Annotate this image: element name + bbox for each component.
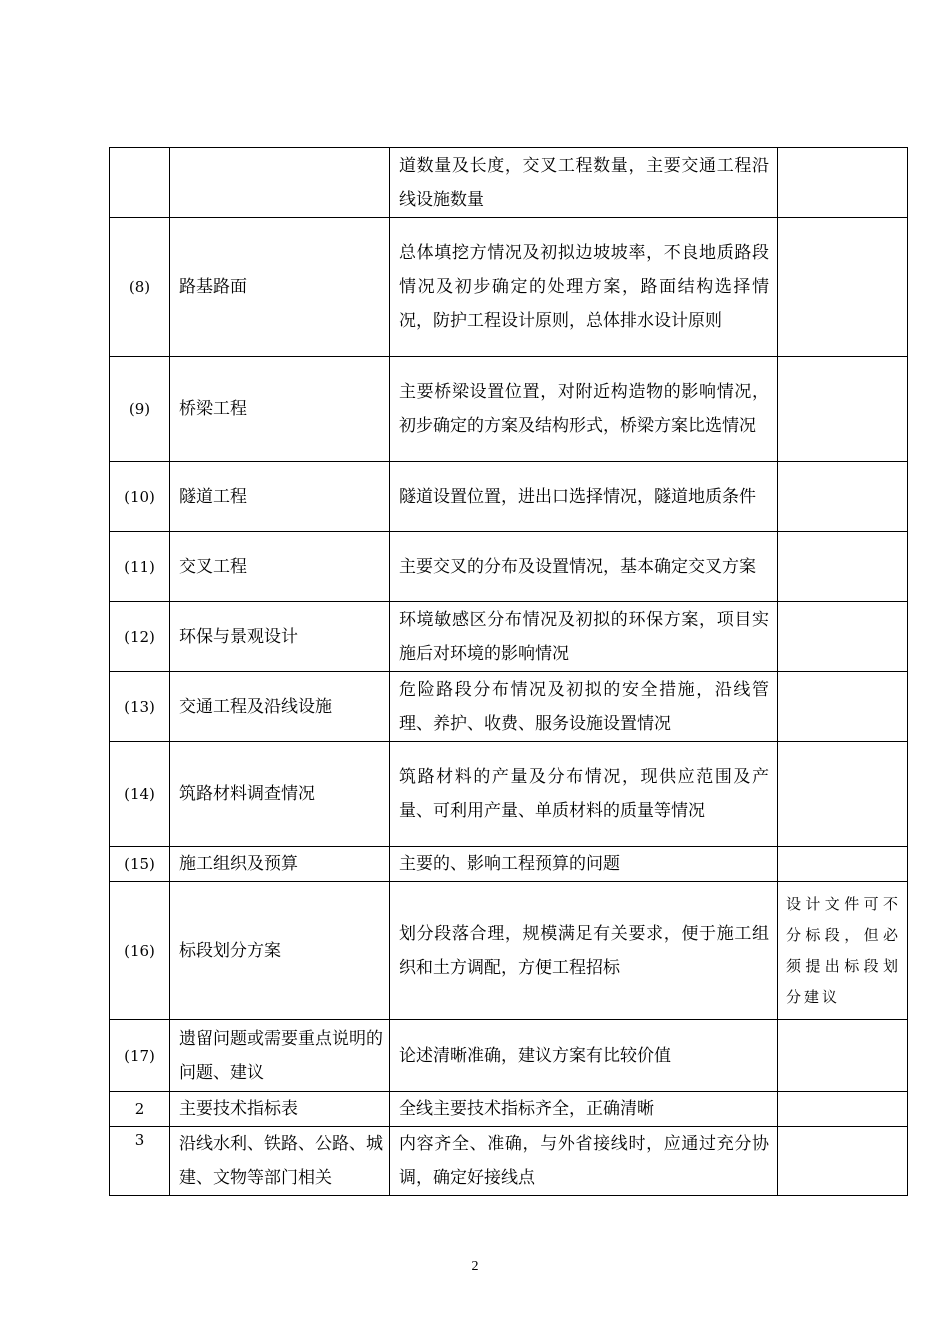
row-number: (9)	[128, 400, 151, 418]
note-cell	[778, 1127, 908, 1196]
review-table	[109, 147, 908, 1196]
row-number: 2	[134, 1100, 145, 1118]
row-number: (15)	[124, 855, 155, 873]
item-cell	[170, 1092, 390, 1127]
row-number: (8)	[128, 278, 151, 296]
item-name: 遗留问题或需要重点说明的问题、建议	[179, 1028, 383, 1083]
row-number-cell	[110, 1020, 170, 1092]
row-number: (16)	[124, 941, 155, 960]
page-number: 2	[471, 1259, 479, 1274]
row-number-cell	[110, 218, 170, 357]
requirement-text: 主要交叉的分布及设置情况，基本确定交叉方案	[399, 556, 756, 577]
row-number: (13)	[124, 697, 155, 716]
requirement-text: 主要的、影响工程预算的问题	[399, 854, 620, 874]
requirement-text: 划分段落合理，规模满足有关要求，便于施工组织和土方调配，方便工程招标	[399, 923, 769, 978]
item-cell	[170, 148, 390, 218]
item-name: 路基路面	[179, 277, 247, 297]
requirement-text: 总体填挖方情况及初拟边坡坡率，不良地质路段情况及初步确定的处理方案，路面结构选择情况，防护工程设计原则，总体排水设计原则	[399, 243, 769, 331]
requirement-cell	[390, 1092, 778, 1127]
note-text: 设计文件可不分标段，但必须提出标段划分建议	[786, 894, 901, 1006]
requirement-cell	[390, 882, 778, 1020]
row-number-cell	[110, 148, 170, 218]
requirement-text: 内容齐全、准确，与外省接线时，应通过充分协调，确定好接线点	[399, 1134, 769, 1188]
table-row	[110, 847, 908, 882]
row-number-cell	[110, 672, 170, 742]
item-cell	[170, 218, 390, 357]
table-row	[110, 532, 908, 602]
item-name: 筑路材料调查情况	[179, 784, 315, 804]
item-cell	[170, 672, 390, 742]
row-number-cell	[110, 532, 170, 602]
table-row	[110, 602, 908, 672]
requirement-cell	[390, 602, 778, 672]
row-number-cell	[110, 847, 170, 882]
table-row	[110, 148, 908, 218]
requirement-text: 论述清晰准确，建议方案有比较价值	[399, 1045, 671, 1066]
note-cell	[778, 847, 908, 882]
requirement-cell	[390, 672, 778, 742]
table-row	[110, 1020, 908, 1092]
requirement-cell	[390, 532, 778, 602]
requirement-cell	[390, 357, 778, 462]
item-name: 施工组织及预算	[179, 854, 298, 874]
requirement-text: 主要桥梁设置位置，对附近构造物的影响情况，初步确定的方案及结构形式，桥梁方案比选情况	[399, 382, 769, 436]
note-cell	[778, 672, 908, 742]
requirement-cell	[390, 462, 778, 532]
row-number-cell	[110, 357, 170, 462]
item-cell	[170, 847, 390, 882]
item-cell	[170, 462, 390, 532]
table-row	[110, 462, 908, 532]
note-cell	[778, 602, 908, 672]
item-cell	[170, 532, 390, 602]
note-cell	[778, 148, 908, 218]
requirement-text: 危险路段分布情况及初拟的安全措施，沿线管理、养护、收费、服务设施设置情况	[399, 679, 769, 734]
note-cell	[778, 1092, 908, 1127]
row-number-cell	[110, 882, 170, 1020]
item-cell	[170, 602, 390, 672]
item-name: 沿线水利、铁路、公路、城建、文物等部门相关	[179, 1134, 383, 1188]
item-cell	[170, 882, 390, 1020]
row-number: 3	[134, 1131, 145, 1149]
row-number: (11)	[124, 557, 155, 576]
item-cell	[170, 742, 390, 847]
table-row	[110, 1127, 908, 1196]
requirement-cell	[390, 148, 778, 218]
requirement-text: 全线主要技术指标齐全，正确清晰	[399, 1099, 654, 1119]
table-row	[110, 672, 908, 742]
note-cell	[778, 357, 908, 462]
note-cell	[778, 462, 908, 532]
table-row	[110, 218, 908, 357]
row-number-cell	[110, 602, 170, 672]
row-number: (12)	[124, 627, 155, 646]
row-number-cell	[110, 1127, 170, 1196]
table-row	[110, 882, 908, 1020]
item-cell	[170, 1020, 390, 1092]
requirement-text: 道数量及长度，交叉工程数量，主要交通工程沿线设施数量	[399, 155, 769, 210]
note-cell	[778, 742, 908, 847]
row-number: (10)	[124, 487, 155, 506]
requirement-cell	[390, 742, 778, 847]
row-number: (14)	[124, 785, 155, 803]
requirement-cell	[390, 1127, 778, 1196]
item-name: 环保与景观设计	[179, 626, 298, 647]
item-name: 隧道工程	[179, 486, 247, 507]
requirement-cell	[390, 218, 778, 357]
item-name: 交叉工程	[179, 556, 247, 577]
row-number-cell	[110, 1092, 170, 1127]
row-number-cell	[110, 742, 170, 847]
table-row	[110, 1092, 908, 1127]
requirement-text: 筑路材料的产量及分布情况，现供应范围及产量、可利用产量、单质材料的质量等情况	[399, 767, 769, 821]
row-number-cell	[110, 462, 170, 532]
item-name: 标段划分方案	[179, 940, 281, 961]
table-row	[110, 357, 908, 462]
item-name: 交通工程及沿线设施	[179, 696, 332, 717]
row-number: (17)	[124, 1046, 155, 1065]
requirement-text: 环境敏感区分布情况及初拟的环保方案，项目实施后对环境的影响情况	[399, 609, 769, 664]
item-cell	[170, 1127, 390, 1196]
note-cell	[778, 882, 908, 1020]
note-cell	[778, 218, 908, 357]
requirement-text: 隧道设置位置，进出口选择情况，隧道地质条件	[399, 486, 756, 507]
item-name: 桥梁工程	[179, 399, 247, 419]
item-cell	[170, 357, 390, 462]
item-name: 主要技术指标表	[179, 1099, 298, 1119]
requirement-cell	[390, 847, 778, 882]
note-cell	[778, 532, 908, 602]
requirement-cell	[390, 1020, 778, 1092]
table-row	[110, 742, 908, 847]
note-cell	[778, 1020, 908, 1092]
